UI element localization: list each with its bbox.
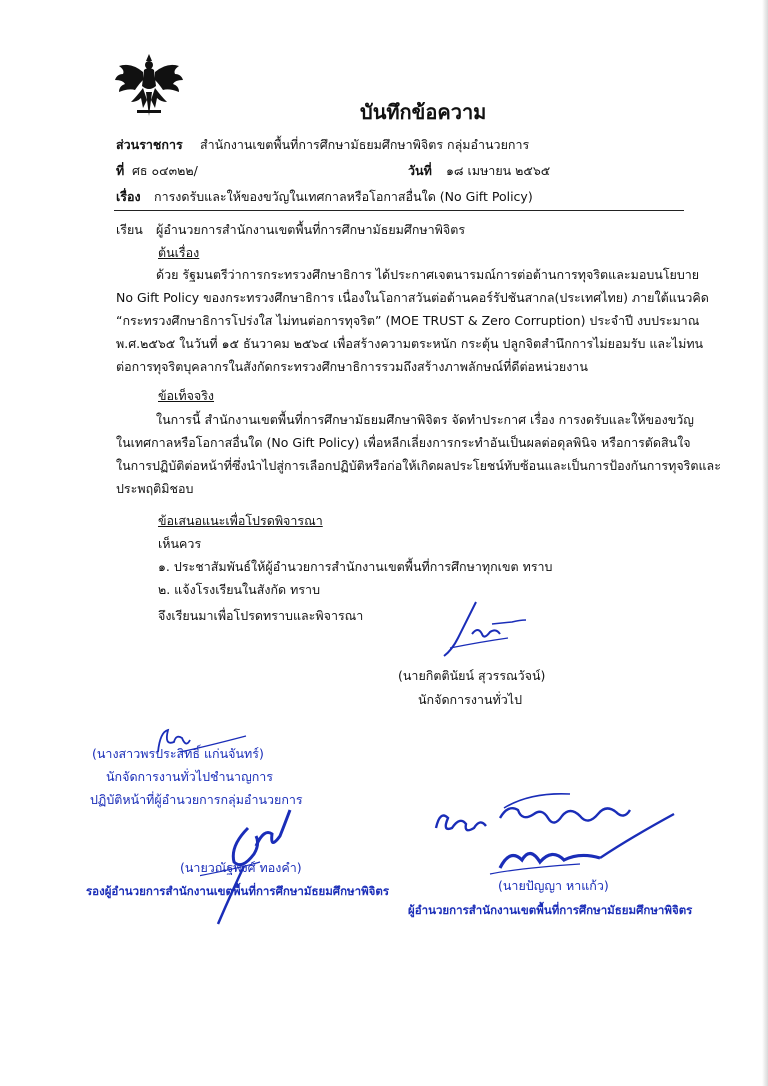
page-edge-shadow — [762, 0, 768, 1086]
background-line: ด้วย รัฐมนตรีว่าการกระทรวงศึกษาธิการ ได้ประกาศเจตนารมณ์การต่อต้านการทุจริตและมอบนโยบาย — [156, 267, 700, 282]
subject-label: เรื่อง — [116, 189, 141, 204]
signer-main-name: (นายกิตตินัยน์ สุวรรณวัจน์) — [398, 668, 546, 683]
facts-line: ในเทศกาลหรือโอกาสอื่นใด (No Gift Policy) เพื่อหลีกเลี่ยงการกระทำอันเป็นผลต่อดุลพินิจ หรือการตัดสินใจ — [116, 435, 691, 450]
agency-value: สำนักงานเขตพื้นที่การศึกษามัธยมศึกษาพิจิตร กลุ่มอำนวยการ — [200, 137, 530, 152]
garuda-emblem — [113, 52, 185, 118]
facts-line: ประพฤติมิชอบ — [116, 481, 194, 496]
to-value: ผู้อำนวยการสำนักงานเขตพื้นที่การศึกษามัธยมศึกษาพิจิตร — [156, 222, 466, 237]
proposal-item: ๑. ประชาสัมพันธ์ให้ผู้อำนวยการสำนักงานเขตพื้นที่การศึกษาทุกเขต ทราบ — [158, 559, 553, 574]
background-line: No Gift Policy ของกระทรวงศึกษาธิการ เนื่องในโอกาสวันต่อต้านคอร์รัปชันสากล(ประเทศไทย) ภายใต้แนวคิด — [116, 290, 709, 305]
proposal-closing: จึงเรียนมาเพื่อโปรดทราบและพิจารณา — [158, 608, 364, 623]
date-value: ๑๘ เมษายน ๒๕๖๕ — [446, 163, 551, 178]
signature-main — [430, 598, 530, 660]
ref-label: ที่ — [116, 163, 125, 178]
background-line: พ.ศ.๒๕๖๕ ในวันที่ ๑๕ ธันวาคม ๒๕๖๔ เพื่อสร้างความตระหนัก กระตุ้น ปลูกจิตสำนึกการไม่ยอมรับ และไม่ทน — [116, 336, 704, 351]
signer-group-name: (นางสาวพรประสิทธิ์ แก่นจันทร์) — [92, 746, 264, 761]
facts-heading: ข้อเท็จจริง — [158, 388, 215, 403]
signer-group-position: ปฏิบัติหน้าที่ผู้อำนวยการกลุ่มอำนวยการ — [90, 792, 303, 807]
signer-director-name: (นายปัญญา หาแก้ว) — [498, 878, 609, 893]
proposal-heading: ข้อเสนอแนะเพื่อโปรดพิจารณา — [158, 513, 323, 528]
memo-title: บันทึกข้อความ — [360, 100, 487, 124]
date-label: วันที่ — [408, 163, 432, 178]
facts-line: ในการนี้ สำนักงานเขตพื้นที่การศึกษามัธยมศึกษาพิจิตร จัดทำประกาศ เรื่อง การงดรับและให้ของขวัญ — [156, 412, 694, 427]
signer-deputy-position: รองผู้อำนวยการสำนักงานเขตพื้นที่การศึกษามัธยมศึกษาพิจิตร — [86, 884, 390, 898]
signer-director-position: ผู้อำนวยการสำนักงานเขตพื้นที่การศึกษามัธยมศึกษาพิจิตร — [408, 903, 693, 917]
background-line: “กระทรวงศึกษาธิการโปร่งใส ไม่ทนต่อการทุจริต” (MOE TRUST & Zero Corruption) ประจำปี งบประมาณ — [116, 313, 700, 328]
facts-line: ในการปฏิบัติต่อหน้าที่ซึ่งนำไปสู่การเลือกปฏิบัติหรือก่อให้เกิดผลประโยชน์ทับซ้อนและเป็นการป้องกันการทุจริตและ — [116, 458, 721, 473]
signer-group-position: นักจัดการงานทั่วไปชำนาญการ — [106, 769, 274, 784]
proposal-intro: เห็นควร — [158, 536, 202, 551]
ref-value: ศธ ๐๔๓๒๒/ — [132, 163, 198, 178]
background-line: ต่อการทุจริตบุคลากรในสังกัดกระทรวงศึกษาธิการรวมถึงสร้างภาพลักษณ์ที่ดีต่อหน่วยงาน — [116, 359, 588, 374]
subject-value: การงดรับและให้ของขวัญในเทศกาลหรือโอกาสอื่นใด (No Gift Policy) — [154, 189, 533, 204]
signer-main-position: นักจัดการงานทั่วไป — [418, 692, 523, 707]
agency-label: ส่วนราชการ — [116, 137, 183, 152]
signer-deputy-name: (นายวณัฐพงศ์ ทองคำ) — [180, 860, 302, 875]
to-label: เรียน — [116, 222, 143, 237]
director-handwritten-note — [430, 788, 680, 888]
header-rule — [114, 210, 684, 211]
proposal-item: ๒. แจ้งโรงเรียนในสังกัด ทราบ — [158, 582, 321, 597]
background-heading: ต้นเรื่อง — [158, 245, 200, 260]
